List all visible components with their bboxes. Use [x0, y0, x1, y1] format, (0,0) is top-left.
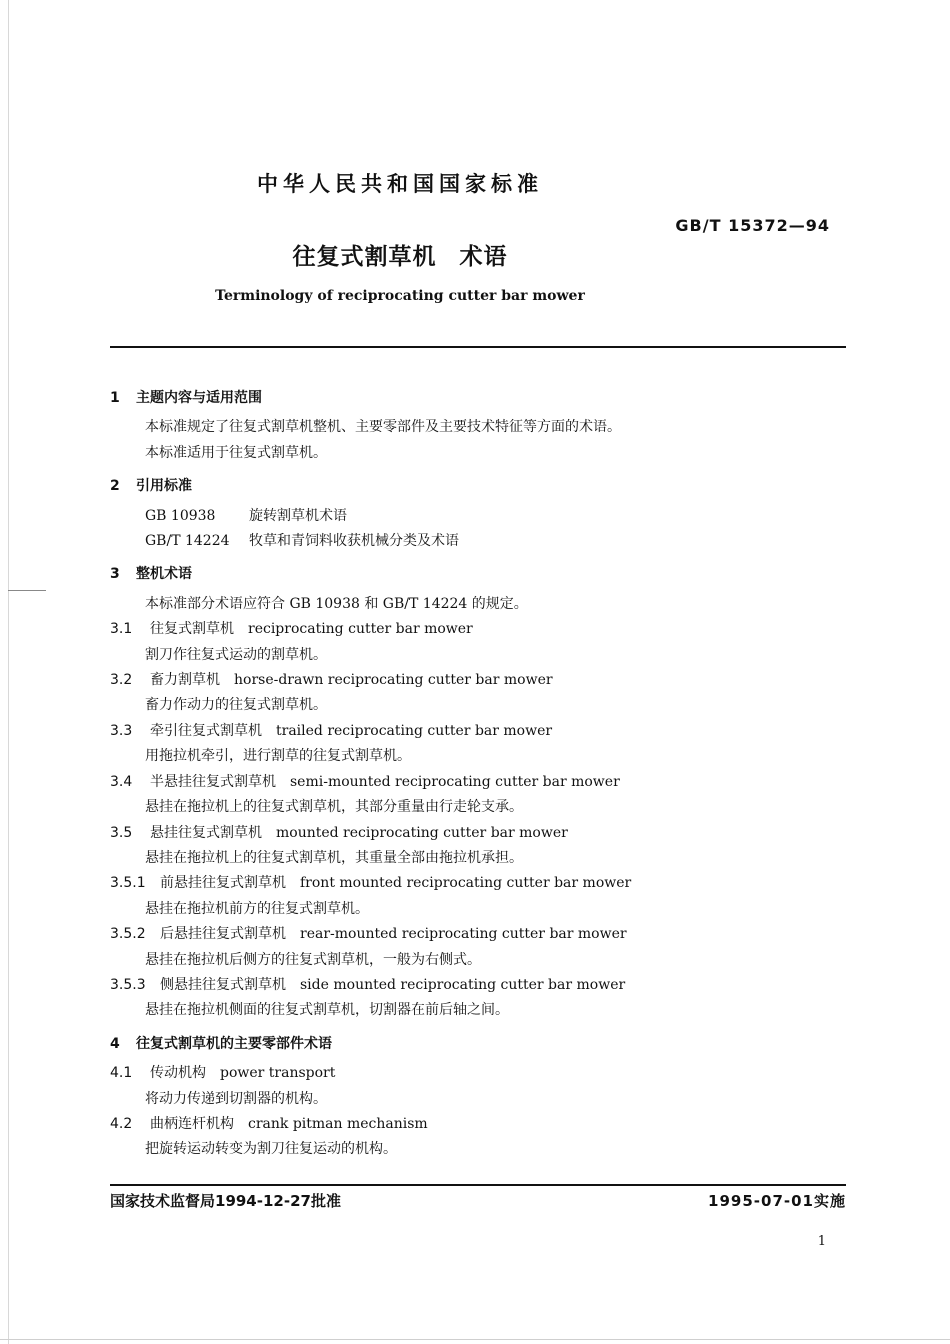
- reference-code: GB 10938: [145, 507, 216, 524]
- paragraph: 本标准规定了往复式割草机整机、主要零部件及主要技术特征等方面的术语。: [145, 419, 621, 436]
- paragraph: 本标准适用于往复式割草机。: [145, 444, 327, 461]
- term-chinese: 传动机构: [150, 1065, 206, 1082]
- effective-date: 1995-07-01实施: [708, 1192, 846, 1210]
- standard-code: GB/T 15372—94: [675, 216, 830, 235]
- term-entry: [110, 922, 846, 947]
- scan-edge-line: [8, 0, 9, 1344]
- term-definition: 用拖拉机牵引，进行割草的往复式割草机。: [145, 748, 411, 765]
- term-english: trailed reciprocating cutter bar mower: [276, 722, 553, 739]
- header-rule: [110, 346, 846, 348]
- term-entry: [110, 871, 846, 896]
- term-number: 3.5.2: [110, 926, 146, 943]
- term-chinese: 曲柄连杆机构: [150, 1115, 234, 1132]
- section-title: 往复式割草机的主要零部件术语: [136, 1035, 332, 1052]
- section-title: 主题内容与适用范围: [136, 390, 262, 406]
- term-number: 3.1: [110, 621, 133, 638]
- term-english: semi-mounted reciprocating cutter bar mower: [290, 773, 620, 790]
- section-number: 4: [110, 1035, 120, 1052]
- term-number: 3.3: [110, 722, 133, 739]
- term-entry: [110, 719, 846, 744]
- term-definition: 悬挂在拖拉机上的往复式割草机，其部分重量由行走轮支承。: [145, 799, 523, 816]
- section-heading: [110, 474, 846, 499]
- section-number: 1: [110, 390, 120, 406]
- term-number: 4.2: [110, 1115, 133, 1132]
- term-chinese: 畜力割草机: [150, 672, 220, 689]
- term-definition: 将动力传递到切割器的机构。: [145, 1090, 327, 1107]
- term-chinese: 往复式割草机: [150, 621, 234, 638]
- reference-code: GB/T 14224: [145, 533, 230, 550]
- section-heading: [110, 562, 846, 587]
- term-english: crank pitman mechanism: [248, 1115, 428, 1132]
- title-chinese: 往复式割草机 术语: [292, 244, 508, 270]
- section-number: 3: [110, 566, 120, 583]
- term-chinese: 悬挂往复式割草机: [150, 824, 262, 841]
- term-english: power transport: [220, 1065, 336, 1082]
- section-heading: [110, 1032, 846, 1057]
- term-number: 3.2: [110, 672, 133, 689]
- title-english: Terminology of reciprocating cutter bar mower: [215, 288, 585, 304]
- reference-name: 旋转割草机术语: [249, 507, 347, 524]
- term-entry: [110, 770, 846, 795]
- approval-line: 国家技术监督局1994-12-27批准: [110, 1192, 341, 1210]
- term-entry: [110, 1112, 846, 1137]
- paragraph: 本标准部分术语应符合 GB 10938 和 GB/T 14224 的规定。: [145, 595, 528, 612]
- term-entry: [110, 1061, 846, 1086]
- reference-item: [110, 529, 846, 554]
- section-number: 2: [110, 478, 120, 495]
- term-entry: [110, 821, 846, 846]
- term-definition: 悬挂在拖拉机侧面的往复式割草机，切割器在前后轴之间。: [145, 1002, 509, 1019]
- term-number: 3.5: [110, 824, 133, 841]
- section-title: 整机术语: [136, 566, 192, 583]
- document-body: [110, 386, 846, 1163]
- footer-rule: [110, 1184, 846, 1186]
- term-definition: 畜力作动力的往复式割草机。: [145, 697, 327, 714]
- term-definition: 悬挂在拖拉机上的往复式割草机，其重量全部由拖拉机承担。: [145, 849, 523, 866]
- term-definition: 割刀作往复式运动的割草机。: [145, 646, 327, 663]
- scan-bottom-line: [0, 1339, 950, 1340]
- term-english: rear-mounted reciprocating cutter bar mower: [300, 926, 627, 943]
- term-english: front mounted reciprocating cutter bar mower: [300, 875, 632, 892]
- term-english: side mounted reciprocating cutter bar mower: [300, 976, 626, 993]
- term-entry: [110, 973, 846, 998]
- term-chinese: 半悬挂往复式割草机: [150, 773, 276, 790]
- term-english: mounted reciprocating cutter bar mower: [276, 824, 568, 841]
- term-entry: [110, 617, 846, 642]
- national-standard-heading: 中华人民共和国国家标准: [257, 172, 543, 196]
- term-number: 3.5.1: [110, 875, 146, 892]
- term-definition: 把旋转运动转变为割刀往复运动的机构。: [145, 1141, 397, 1158]
- reference-name: 牧草和青饲料收获机械分类及术语: [249, 533, 459, 550]
- term-chinese: 牵引往复式割草机: [150, 722, 262, 739]
- page-number: 1: [817, 1234, 826, 1249]
- reference-item: [110, 504, 846, 529]
- scan-mark: [8, 590, 46, 591]
- term-chinese: 侧悬挂往复式割草机: [160, 976, 286, 993]
- term-number: 4.1: [110, 1065, 133, 1082]
- term-english: horse-drawn reciprocating cutter bar mower: [234, 672, 553, 689]
- section-heading: [110, 386, 846, 411]
- term-entry: [110, 668, 846, 693]
- term-chinese: 后悬挂往复式割草机: [160, 926, 286, 943]
- section-title: 引用标准: [136, 478, 192, 495]
- term-chinese: 前悬挂往复式割草机: [160, 875, 286, 892]
- term-definition: 悬挂在拖拉机前方的往复式割草机。: [145, 900, 369, 917]
- term-english: reciprocating cutter bar mower: [248, 621, 473, 638]
- term-number: 3.4: [110, 773, 133, 790]
- term-number: 3.5.3: [110, 976, 146, 993]
- term-definition: 悬挂在拖拉机后侧方的往复式割草机，一般为右侧式。: [145, 951, 481, 968]
